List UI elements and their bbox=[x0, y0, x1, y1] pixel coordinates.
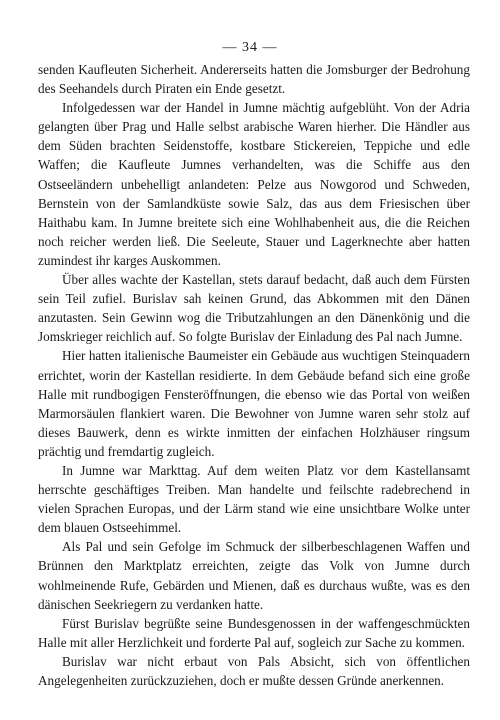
paragraph: Über alles wachte der Kastellan, stets darauf bedacht, daß auch dem Fürsten sein Teil zufiel. Burislav sah keinen Grund, das Abkommen mit den Dänen anzutasten. Sein Gewinn wog die Tributzahlungen an den Dänenkönig und die Jomskrieger reichlich auf. So folgte Burislav der Einladung des Pal nach Jumne. bbox=[38, 272, 470, 345]
paragraph: In Jumne war Markttag. Auf dem weiten Platz vor dem Kastellansamt herrschte geschäftiges Treiben. Man handelte und feilschte radebrechend in vielen Sprachen Europas, und der Lärm stand wie eine unsichtbare Wolke unter dem blauen Ostseehimmel. bbox=[38, 462, 470, 536]
paragraph: Fürst Burislav begrüßte seine Bundesgenossen in der waffengeschmückten Halle mit aller Herzlichkeit und forderte Pal auf, sogleich zur Sache zu kommen. bbox=[38, 615, 470, 650]
paragraph: Burislav war nicht erbaut von Pals Absicht, sich von öffentlichen Angelegenheiten zurückzuziehen, doch er mußte dessen Gründe anerkennen. bbox=[38, 653, 470, 688]
body-text bbox=[38, 60, 470, 690]
paragraph: Infolgedessen war der Handel in Jumne mächtig aufgeblüht. Von der Adria gelangten über Prag und Halle selbst arabische Waren hierher. Die Händler aus dem Süden brachten Seidenstoffe, kostbare Stickereien, Teppiche und edle Waffen; die Kaufleute Jumnes verhandelten, was die Schiffe aus den Ostseeländern unbehelligt anlandeten: Pelze aus Nowgorod und Schweden, Bernstein von der Samlandküste sowie Salz, das aus dem Friesischen über Haithabu kam. In Jumne breitete sich eine Wohlhabenheit aus, die die Reichen noch reicher werden ließ. Die Seeleute, Stauer und Lagerknechte aber hatten zumindest ihr karges Auskommen. bbox=[38, 100, 470, 268]
paragraph: senden Kaufleuten Sicherheit. Andererseits hatten die Jomsburger der Bedrohung des Seehandels durch Piraten ein Ende gesetzt. bbox=[38, 62, 470, 97]
paragraph: Hier hatten italienische Baumeister ein Gebäude aus wuchtigen Steinquadern errichtet, worin der Kastellan residierte. In dem Gebäude befand sich eine große Halle mit rundbogigen Fensteröffnungen, die ebenso wie das Portal von weißen Marmorsäulen flankiert waren. Die Bewohner von Jumne waren sehr stolz auf dieses Bauwerk, denn es wirkte inmitten der einfachen Holzhäuser ringsum prächtig und fremdartig zugleich. bbox=[38, 348, 470, 459]
paragraph: Als Pal und sein Gefolge im Schmuck der silberbeschlagenen Waffen und Brünnen den Marktplatz erreichten, zeigte das Volk von Jumne durch wohlmeinende Rufe, Gebärden und Mienen, daß es durchaus wußte, was es den dänischen Seekriegern zu verdanken hatte. bbox=[38, 539, 470, 612]
page-number: — 34 — bbox=[222, 40, 278, 55]
